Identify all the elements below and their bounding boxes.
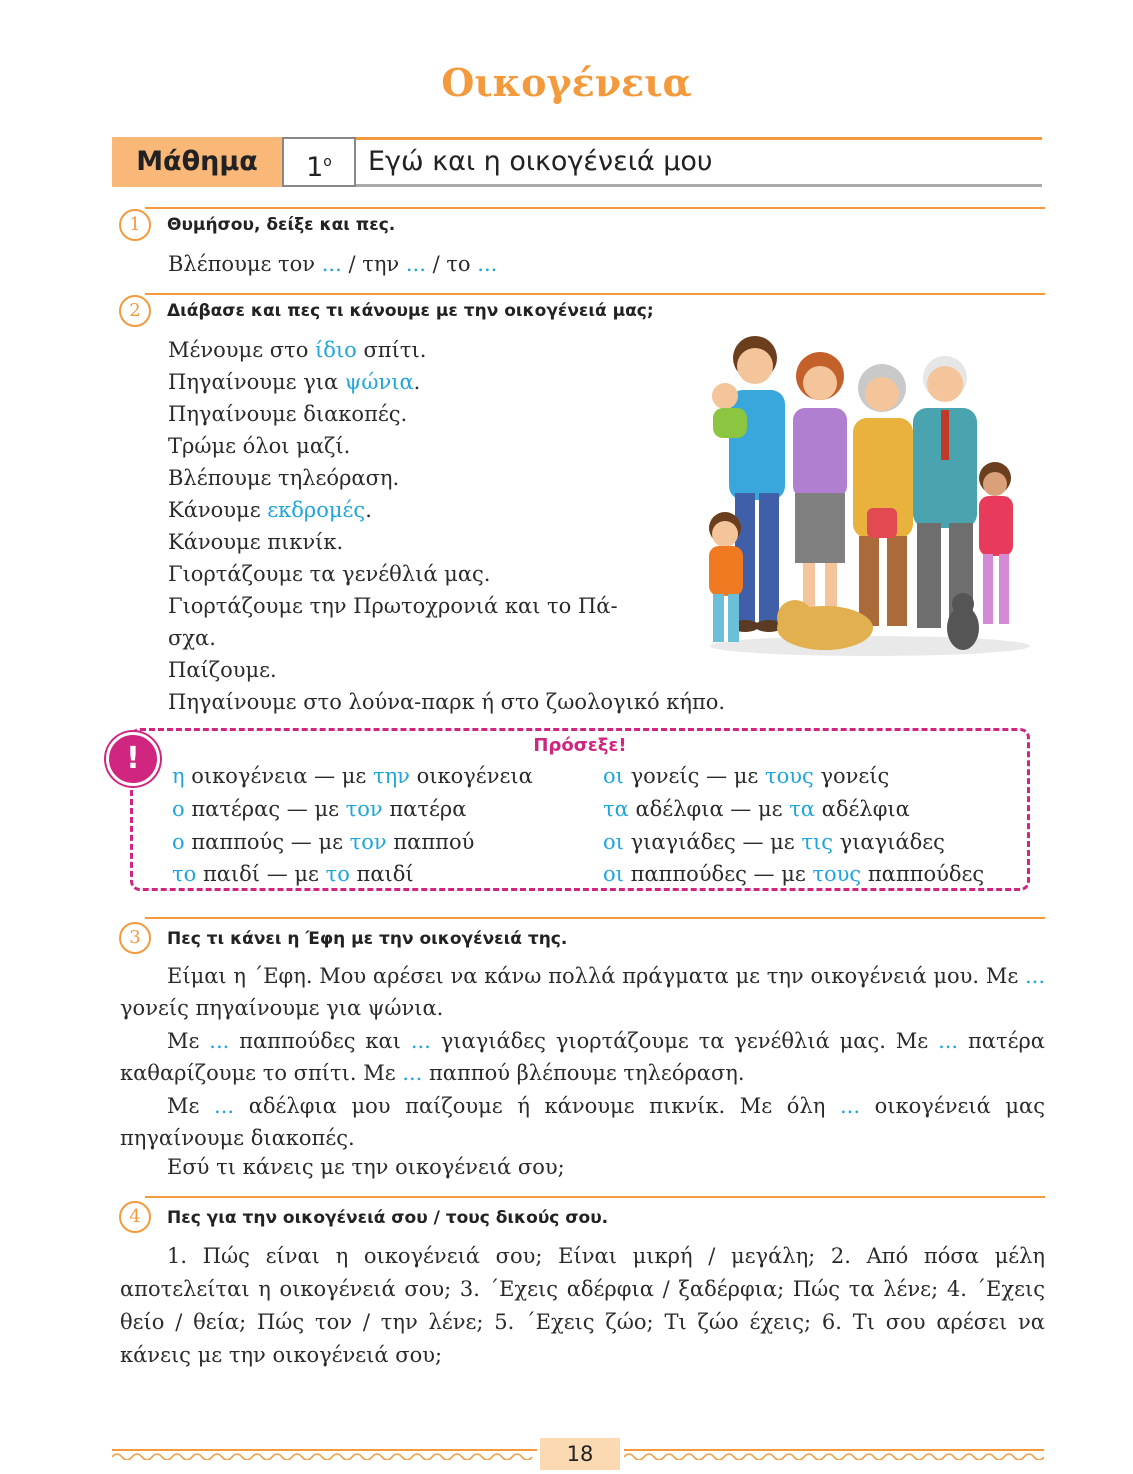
activity-line: σχα. <box>168 626 216 650</box>
activity-line: Πηγαίνουμε στο λούνα-παρκ ή στο ζωολογικό κήπο. <box>168 690 726 714</box>
activity-line: Κάνουμε εκδρομές. <box>168 498 372 522</box>
activity-line: Πηγαίνουμε για ψώνια. <box>168 370 421 394</box>
section-3-paragraph: Είμαι η ΄Εφη. Μου αρέσει να κάνω πολλά πράγματα με την οικογένειά μου. Με ... γονείς πηγαίνουμε για ψώνια. <box>120 964 1045 1020</box>
section-4-paragraph: 1. Πώς είναι η οικογένειά σου; Είναι μικρή / μεγάλη; 2. Από πόσα μέλη αποτελείται η οικογένειά σου; 3. ΄Εχεις αδέρφια / ξαδέρφια; Πώς τα λένε; 4. ΄Εχεις θείο / θεία; Πώς τον / την λένε; 5. ΄Εχεις ζώο; Τι ζώο έχεις; 6. Τι σου αρέσει να κάνεις με την οικογένειά σου; <box>120 1244 1045 1367</box>
notice-right-line: τα αδέλφια — με τα αδέλφια <box>603 797 910 821</box>
footer-decoration-right <box>624 1448 1044 1460</box>
activity-line: Γιορτάζουμε την Πρωτοχρονιά και το Πά- <box>168 594 618 618</box>
footer-decoration-left <box>112 1448 537 1460</box>
notice-right-line: οι γονείς — με τους γονείς <box>603 764 890 788</box>
section-1-text: Βλέπουμε τον ... / την ... / το ... <box>168 252 498 276</box>
section-number-3: 3 <box>119 922 151 954</box>
notice-left-line: ο πατέρας — με τον πατέρα <box>172 797 467 821</box>
section-3-title: Πες τι κάνει η Έφη με την οικογένειά της. <box>167 929 568 949</box>
section-number-1: 1 <box>119 209 151 241</box>
activity-line: Βλέπουμε τηλεόραση. <box>168 466 400 490</box>
activity-line: Κάνουμε πικνίκ. <box>168 530 344 554</box>
notice-left-line: ο παππούς — με τον παππού <box>172 830 475 854</box>
exclamation-icon: ! <box>106 732 160 786</box>
lesson-header <box>112 137 1042 187</box>
activity-line: Γιορτάζουμε τα γενέθλιά μας. <box>168 562 491 586</box>
section-3-paragraph: Με ... παππούδες και ... γιαγιάδες γιορτάζουμε τα γενέθλιά μας. Με ... πατέρα καθαρίζουμε το σπίτι. Με ... παππού βλέπουμε τηλεόραση. <box>120 1029 1045 1085</box>
section-2-title: Διάβασε και πες τι κάνουμε με την οικογένειά μας; <box>167 301 654 321</box>
section-divider <box>145 207 1045 209</box>
notice-right-line: οι παππούδες — με τους παππούδες <box>603 862 985 886</box>
page-title: Οικογένεια <box>441 60 692 105</box>
section-divider <box>145 917 1045 919</box>
activity-line: Παίζουμε. <box>168 658 277 682</box>
section-divider <box>145 1196 1045 1198</box>
notice-left-line: η οικογένεια — με την οικογένεια <box>172 764 533 788</box>
lesson-name: Εγώ και η οικογένειά μου <box>356 137 1042 187</box>
activity-line: Πηγαίνουμε διακοπές. <box>168 402 408 426</box>
section-3-paragraph: Με ... αδέλφια μου παίζουμε ή κάνουμε πικνίκ. Με όλη ... οικογένειά μας πηγαίνουμε διακοπές. <box>120 1094 1045 1150</box>
page-number: 18 <box>540 1438 620 1470</box>
activity-line: Τρώμε όλοι μαζί. <box>168 434 351 458</box>
lesson-number: $1^o$ <box>282 137 356 187</box>
notice-title: Πρόσεξε! <box>533 735 627 756</box>
notice-left-line: το παιδί — με το παιδί <box>172 862 414 886</box>
activity-line: Μένουμε στο ίδιο σπίτι. <box>168 338 427 362</box>
section-number-4: 4 <box>119 1201 151 1233</box>
section-1-title: Θυμήσου, δείξε και πες. <box>167 215 396 235</box>
section-3-question: Εσύ τι κάνεις με την οικογένειά σου; <box>167 1155 565 1179</box>
family-illustration <box>695 328 1035 668</box>
section-4-title: Πες για την οικογένειά σου / τους δικούς σου. <box>167 1208 609 1228</box>
section-number-2: 2 <box>119 295 151 327</box>
notice-right-line: οι γιαγιάδες — με τις γιαγιάδες <box>603 830 945 854</box>
lesson-label: Μάθημα <box>112 137 282 187</box>
section-divider <box>145 293 1045 295</box>
